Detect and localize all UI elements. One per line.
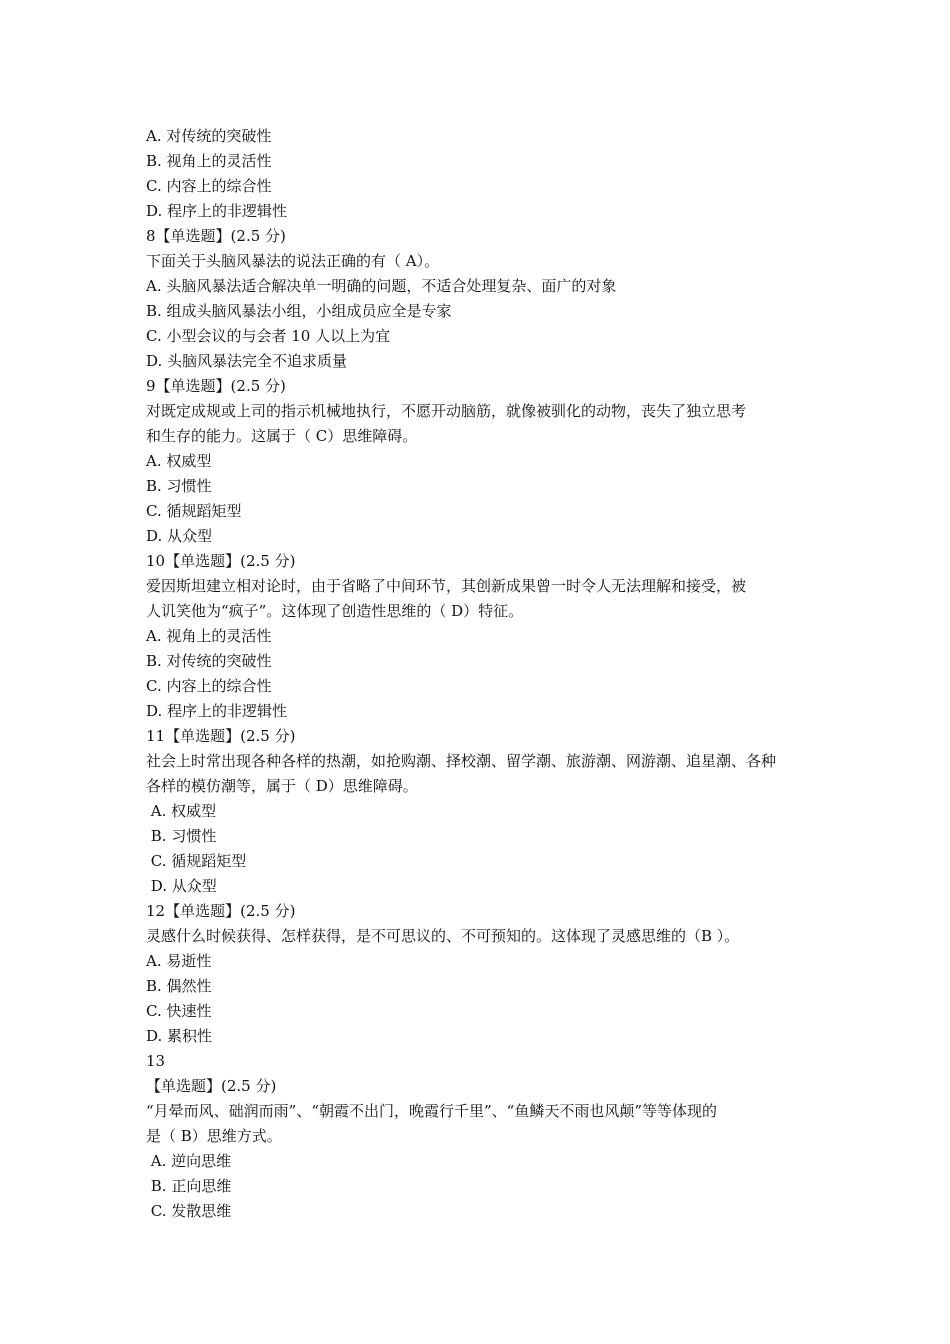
question-text: 爱因斯坦建立相对论时，由于省略了中间环节，其创新成果曾一时令人无法理解和接受，被 bbox=[146, 577, 747, 595]
question-header: 10【单选题】(2.5 分) bbox=[146, 552, 296, 570]
question-text: “月晕而风、础润而雨”、“朝霞不出门，晚霞行千里”、“鱼鳞天不雨也风颠”等等体现的 bbox=[146, 1102, 718, 1120]
option-line: A. 权威型 bbox=[146, 452, 212, 470]
question-number: 13 bbox=[146, 1052, 166, 1070]
option-line: C. 发散思维 bbox=[146, 1202, 232, 1220]
question-header: 9【单选题】(2.5 分) bbox=[146, 377, 286, 395]
question-text: 社会上时常出现各种各样的热潮，如抢购潮、择校潮、留学潮、旅游潮、网游潮、追星潮、各种 bbox=[146, 752, 777, 770]
option-line: B. 习惯性 bbox=[146, 827, 217, 845]
option-line: D. 头脑风暴法完全不追求质量 bbox=[146, 352, 348, 370]
option-line: A. 权威型 bbox=[146, 802, 217, 820]
option-line: D. 程序上的非逻辑性 bbox=[146, 702, 288, 720]
option-line: A. 易逝性 bbox=[146, 952, 212, 970]
question-text: 是（ B）思维方式。 bbox=[146, 1127, 282, 1145]
option-line: C. 循规蹈矩型 bbox=[146, 502, 242, 520]
document-page bbox=[146, 124, 810, 1224]
option-line: D. 从众型 bbox=[146, 877, 217, 895]
option-line: C. 快速性 bbox=[146, 1002, 212, 1020]
question-text: 对既定成规或上司的指示机械地执行，不愿开动脑筋，就像被驯化的动物，丧失了独立思考 bbox=[146, 402, 747, 420]
option-line: B. 偶然性 bbox=[146, 977, 212, 995]
question-text: 各样的模仿潮等，属于（ D）思维障碍。 bbox=[146, 777, 418, 795]
option-line: B. 对传统的突破性 bbox=[146, 652, 272, 670]
option-line: C. 小型会议的与会者 10 人以上为宜 bbox=[146, 327, 391, 345]
option-line: D. 累积性 bbox=[146, 1027, 213, 1045]
question-text: 灵感什么时候获得、怎样获得，是不可思议的、不可预知的。这体现了灵感思维的（B ）。 bbox=[146, 927, 740, 945]
option-line: A. 头脑风暴法适合解决单一明确的问题，不适合处理复杂、面广的对象 bbox=[146, 277, 617, 295]
option-line: B. 习惯性 bbox=[146, 477, 212, 495]
option-line: B. 组成头脑风暴法小组，小组成员应全是专家 bbox=[146, 302, 452, 320]
question-text: 和生存的能力。这属于（ C）思维障碍。 bbox=[146, 427, 418, 445]
option-line: B. 正向思维 bbox=[146, 1177, 232, 1195]
option-line: D. 程序上的非逻辑性 bbox=[146, 202, 288, 220]
question-header: 【单选题】(2.5 分) bbox=[146, 1077, 277, 1095]
question-header: 8【单选题】(2.5 分) bbox=[146, 227, 286, 245]
question-text: 人讥笑他为“疯子”。这体现了创造性思维的（ D）特征。 bbox=[146, 602, 524, 620]
option-line: A. 逆向思维 bbox=[146, 1152, 232, 1170]
option-line: A. 对传统的突破性 bbox=[146, 127, 272, 145]
question-text: 下面关于头脑风暴法的说法正确的有（ A）。 bbox=[146, 252, 440, 270]
option-line: C. 内容上的综合性 bbox=[146, 177, 272, 195]
question-header: 11【单选题】(2.5 分) bbox=[146, 727, 296, 745]
option-line: C. 内容上的综合性 bbox=[146, 677, 272, 695]
question-header: 12【单选题】(2.5 分) bbox=[146, 902, 296, 920]
option-line: A. 视角上的灵活性 bbox=[146, 627, 272, 645]
option-line: B. 视角上的灵活性 bbox=[146, 152, 272, 170]
option-line: C. 循规蹈矩型 bbox=[146, 852, 247, 870]
option-line: D. 从众型 bbox=[146, 527, 213, 545]
